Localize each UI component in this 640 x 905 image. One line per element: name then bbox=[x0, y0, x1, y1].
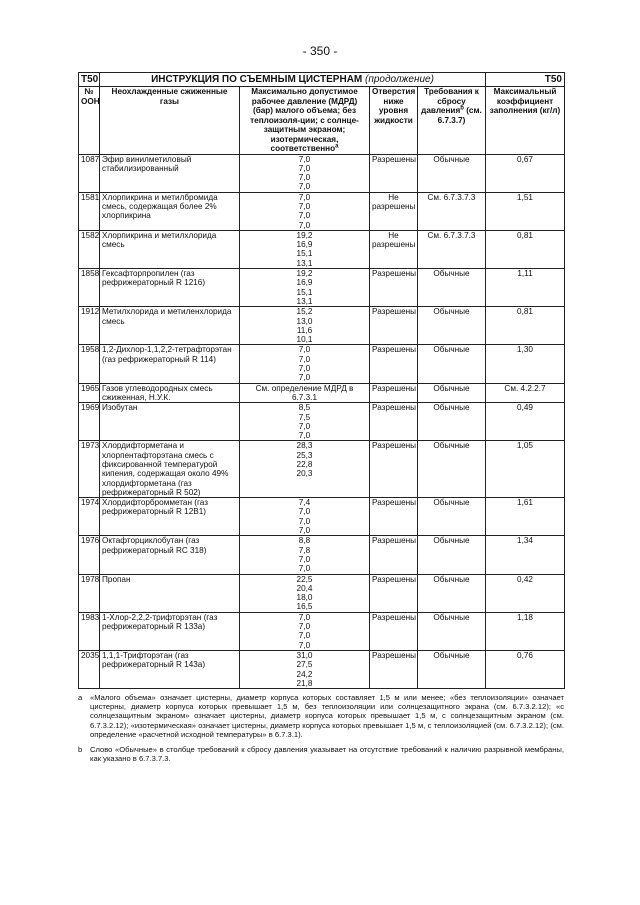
filling-ratio-cell: 0,81 bbox=[486, 307, 565, 345]
mawp-value: 15,1 bbox=[296, 287, 313, 297]
header-mawp-text: Максимально допустимое рабочее давление (МДРД) (бар) малого объема; без теплоизоля-ции; с солнце-защитным экраном; изотермическая, соответственно bbox=[250, 87, 359, 153]
mawp-value: 7,0 bbox=[298, 163, 311, 173]
mawp-value: 25,3 bbox=[296, 450, 313, 460]
openings-cell: Не разрешены bbox=[370, 230, 418, 268]
openings-cell: Разрешены bbox=[370, 441, 418, 498]
gas-name-cell: 1,1,1-Трифторэтан (газ рефрижераторный R 143a) bbox=[100, 650, 240, 688]
gas-name-cell: Эфир винилметиловый стабилизированный bbox=[100, 154, 240, 192]
pressure-relief-cell: Обычные bbox=[418, 574, 486, 612]
filling-ratio-cell: 0,67 bbox=[486, 154, 565, 192]
mawp-value: 31,0 bbox=[296, 650, 313, 660]
un-number-cell: 1969 bbox=[79, 403, 100, 441]
pressure-relief-cell: Обычные bbox=[418, 307, 486, 345]
mawp-value: 7,5 bbox=[298, 412, 311, 422]
gas-name-cell: Октафторциклобутан (газ рефрижераторный RC 318) bbox=[100, 536, 240, 574]
mawp-value: 7,0 bbox=[298, 640, 311, 650]
un-number-cell: 1974 bbox=[79, 498, 100, 536]
openings-cell: Разрешены bbox=[370, 154, 418, 192]
gas-name-cell: Метилхлорида и метиленхлорида смесь bbox=[100, 307, 240, 345]
mawp-value: 27,5 bbox=[296, 660, 313, 670]
table-row bbox=[79, 269, 565, 307]
mawp-value: 8,5 bbox=[298, 403, 311, 413]
table-title-text: ИНСТРУКЦИЯ ПО СЪЕМНЫМ ЦИСТЕРНАМ bbox=[151, 74, 363, 85]
filling-ratio-cell: 0,76 bbox=[486, 650, 565, 688]
mawp-cell bbox=[240, 345, 370, 383]
gas-name-cell: 1-Хлор-2,2,2-трифторэтан (газ рефрижераторный R 133a) bbox=[100, 612, 240, 650]
mawp-value: 7,4 bbox=[298, 498, 311, 508]
mawp-value: 20,3 bbox=[296, 469, 313, 479]
un-number-cell: 1581 bbox=[79, 192, 100, 230]
mawp-value: 7,0 bbox=[298, 201, 311, 211]
filling-ratio-cell: 1,34 bbox=[486, 536, 565, 574]
mawp-value: 7,0 bbox=[298, 173, 311, 183]
gas-name-cell: Хлордифторметана и хлорпентафторэтана смесь с фиксированной температурой кипения, содержащая около 49% хлордифторметана (газ рефрижераторный R 502) bbox=[100, 441, 240, 498]
mawp-value: 7,0 bbox=[298, 364, 311, 374]
table-row bbox=[79, 536, 565, 574]
un-number-cell: 1983 bbox=[79, 612, 100, 650]
header-pressure-relief bbox=[418, 87, 486, 155]
mawp-value: 16,9 bbox=[296, 240, 313, 250]
mawp-value: 21,8 bbox=[296, 678, 313, 688]
pressure-relief-cell: Обычные bbox=[418, 383, 486, 403]
pressure-relief-cell: См. 6.7.3.7.3 bbox=[418, 230, 486, 268]
pressure-relief-cell: См. 6.7.3.7.3 bbox=[418, 192, 486, 230]
filling-ratio-cell: 1,11 bbox=[486, 269, 565, 307]
mawp-value: 7,0 bbox=[298, 554, 311, 564]
table-row bbox=[79, 192, 565, 230]
table-row bbox=[79, 230, 565, 268]
filling-ratio-cell: См. 4.2.2.7 bbox=[486, 383, 565, 403]
mawp-value: 7,0 bbox=[298, 507, 311, 517]
mawp-value: 20,4 bbox=[296, 583, 313, 593]
gas-name-cell: Газов углеводородных смесь сжиженная, Н.У.К. bbox=[100, 383, 240, 403]
un-number-cell: 1976 bbox=[79, 536, 100, 574]
pressure-relief-cell: Обычные bbox=[418, 536, 486, 574]
un-number-cell: 1858 bbox=[79, 269, 100, 307]
filling-ratio-cell: 1,05 bbox=[486, 441, 565, 498]
mawp-value: 22,5 bbox=[296, 574, 313, 584]
un-number-cell: 1958 bbox=[79, 345, 100, 383]
title-right-code: T50 bbox=[486, 73, 565, 87]
table-header-row bbox=[79, 87, 565, 155]
un-number-cell: 1087 bbox=[79, 154, 100, 192]
mawp-value: 28,3 bbox=[296, 441, 313, 451]
mawp-value: 8,8 bbox=[298, 536, 311, 546]
table-row bbox=[79, 498, 565, 536]
filling-ratio-cell: 1,18 bbox=[486, 612, 565, 650]
footnotes bbox=[78, 693, 564, 769]
gas-name-cell: Хлорпикрина и метилбромида смесь, содержащая более 2% хлорпикрина bbox=[100, 192, 240, 230]
openings-cell: Разрешены bbox=[370, 574, 418, 612]
mawp-value: 7,0 bbox=[298, 373, 311, 383]
mawp-value: 13,1 bbox=[296, 296, 313, 306]
openings-cell: Разрешены bbox=[370, 650, 418, 688]
mawp-value: 7,0 bbox=[298, 421, 311, 431]
pressure-relief-cell: Обычные bbox=[418, 269, 486, 307]
mawp-value: 7,0 bbox=[298, 345, 311, 355]
mawp-cell bbox=[240, 154, 370, 192]
table-row bbox=[79, 307, 565, 345]
openings-cell: Разрешены bbox=[370, 498, 418, 536]
mawp-value: 7,0 bbox=[298, 354, 311, 364]
un-number-cell: 1965 bbox=[79, 383, 100, 403]
openings-cell: Разрешены bbox=[370, 383, 418, 403]
mawp-value: 7,0 bbox=[298, 211, 311, 221]
filling-ratio-cell: 0,81 bbox=[486, 230, 565, 268]
mawp-value: 13,0 bbox=[296, 316, 313, 326]
mawp-cell bbox=[240, 441, 370, 498]
filling-ratio-cell: 0,42 bbox=[486, 574, 565, 612]
mawp-cell bbox=[240, 230, 370, 268]
table-row bbox=[79, 612, 565, 650]
footnote-b-text: Слово «Обычные» в столбце требований к сбросу давления указывает на отсутствие требований к наличию разрывной мембраны, как указано в 6.7.3.7.3. bbox=[90, 745, 564, 764]
mawp-value: 7,0 bbox=[298, 220, 311, 230]
mawp-cell bbox=[240, 574, 370, 612]
mawp-value: 16,5 bbox=[296, 602, 313, 612]
table-row bbox=[79, 154, 565, 192]
openings-cell: Разрешены bbox=[370, 345, 418, 383]
mawp-value: 10,1 bbox=[296, 335, 313, 345]
table-title bbox=[100, 73, 486, 87]
mawp-value: 7,0 bbox=[298, 622, 311, 632]
mawp-value: 7,0 bbox=[298, 612, 311, 622]
un-number-cell: 2035 bbox=[79, 650, 100, 688]
footnote-a bbox=[78, 693, 564, 739]
header-mawp-footnote-mark: а bbox=[335, 143, 339, 150]
gas-name-cell: Пропан bbox=[100, 574, 240, 612]
mawp-value: 7,0 bbox=[298, 631, 311, 641]
mawp-cell bbox=[240, 192, 370, 230]
table-row bbox=[79, 383, 565, 403]
page-number: - 350 - bbox=[302, 44, 338, 58]
openings-cell: Разрешены bbox=[370, 403, 418, 441]
mawp-value: 22,8 bbox=[296, 460, 313, 469]
header-un-number: № ООН bbox=[79, 87, 100, 155]
mawp-cell bbox=[240, 269, 370, 307]
mawp-value: 7,0 bbox=[298, 431, 311, 441]
pressure-relief-cell: Обычные bbox=[418, 441, 486, 498]
mawp-value: 19,2 bbox=[296, 230, 313, 240]
mawp-value: 7,0 bbox=[298, 516, 311, 526]
table-row bbox=[79, 403, 565, 441]
gas-name-cell: Изобутан bbox=[100, 403, 240, 441]
table-row bbox=[79, 441, 565, 498]
header-pressure-relief-ref: (см. 6.7.3.7) bbox=[437, 106, 482, 125]
openings-cell: Не разрешены bbox=[370, 192, 418, 230]
un-number-cell: 1582 bbox=[79, 230, 100, 268]
un-number-cell: 1912 bbox=[79, 307, 100, 345]
un-number-cell: 1973 bbox=[79, 441, 100, 498]
table-row bbox=[79, 574, 565, 612]
mawp-value: 24,2 bbox=[296, 669, 313, 679]
header-gas-name: Неохлажденные сжиженные газы bbox=[100, 87, 240, 155]
mawp-cell bbox=[240, 612, 370, 650]
pressure-relief-cell: Обычные bbox=[418, 345, 486, 383]
header-openings: Отверстия ниже уровня жидкости bbox=[370, 87, 418, 155]
openings-cell: Разрешены bbox=[370, 269, 418, 307]
filling-ratio-cell: 0,49 bbox=[486, 403, 565, 441]
mawp-value: 7,8 bbox=[298, 545, 311, 555]
gas-name-cell: Хлордифторбромметан (газ рефрижераторный R 12B1) bbox=[100, 498, 240, 536]
mawp-cell bbox=[240, 307, 370, 345]
footnote-b bbox=[78, 745, 564, 763]
footnote-a-mark: а bbox=[78, 693, 83, 702]
mawp-value: 13,1 bbox=[296, 258, 313, 268]
mawp-value: 19,2 bbox=[296, 269, 313, 279]
pressure-relief-cell: Обычные bbox=[418, 650, 486, 688]
mawp-cell bbox=[240, 403, 370, 441]
filling-ratio-cell: 1,61 bbox=[486, 498, 565, 536]
mawp-value: 16,9 bbox=[296, 278, 313, 288]
table-title-row bbox=[79, 73, 565, 87]
pressure-relief-cell: Обычные bbox=[418, 403, 486, 441]
openings-cell: Разрешены bbox=[370, 536, 418, 574]
mawp-value: 11,6 bbox=[296, 325, 313, 335]
pressure-relief-cell: Обычные bbox=[418, 498, 486, 536]
mawp-cell bbox=[240, 498, 370, 536]
table-row bbox=[79, 650, 565, 688]
table-row bbox=[79, 345, 565, 383]
header-pressure-relief-footnote-mark: b bbox=[460, 105, 464, 112]
mawp-value: См. определение МДРД в 6.7.3.1 bbox=[255, 383, 354, 402]
un-number-cell: 1978 bbox=[79, 574, 100, 612]
mawp-value: 7,0 bbox=[298, 182, 311, 192]
footnote-b-mark: b bbox=[78, 745, 83, 755]
table-title-continued: (продолжение) bbox=[365, 74, 434, 85]
gas-name-cell: 1,2-Дихлор-1,1,2,2-тетрафторэтан (газ рефрижераторный R 114) bbox=[100, 345, 240, 383]
mawp-cell bbox=[240, 650, 370, 688]
filling-ratio-cell: 1,51 bbox=[486, 192, 565, 230]
gas-name-cell: Гексафторпропилен (газ рефрижераторный R 1216) bbox=[100, 269, 240, 307]
portable-tank-instruction-table bbox=[78, 72, 565, 689]
pressure-relief-cell: Обычные bbox=[418, 612, 486, 650]
mawp-value: 18,0 bbox=[296, 593, 313, 603]
title-left-code: T50 bbox=[79, 73, 100, 87]
header-pressure-relief-text: Требования к сбросу давления bbox=[421, 87, 479, 115]
mawp-cell bbox=[240, 536, 370, 574]
pressure-relief-cell: Обычные bbox=[418, 154, 486, 192]
mawp-value: 7,0 bbox=[298, 564, 311, 574]
openings-cell: Разрешены bbox=[370, 612, 418, 650]
footnote-a-text: «Малого объема» означает цистерны, диаметр корпуса которых составляет 1,5 м или менее; «без теплоизоляции» означает цистерны, диаметр корпуса которых превышает 1,5 м, без теплоизоляции или солнцезащитного экрана (см. 6.7.3.2.12); «с солнцезащитным экраном» означает цистерны, диаметр корпуса которых превышает 1,5 м, с солнцезащитным экраном (см. 6.7.3.2.12); «изотермическая» означает цистерны, диаметр корпуса которых превышает 1,5 м, с теплоизоляцией (см. 6.7.3.2.12); (см. определение «расчетной исходной температуры» в 6.7.3.1). bbox=[90, 693, 564, 739]
filling-ratio-cell: 1,30 bbox=[486, 345, 565, 383]
openings-cell: Разрешены bbox=[370, 307, 418, 345]
header-mawp bbox=[240, 87, 370, 155]
mawp-value: 15,1 bbox=[296, 249, 313, 259]
header-filling-ratio: Максимальный коэффициент заполнения (кг/л) bbox=[486, 87, 565, 155]
mawp-value: 7,0 bbox=[298, 192, 311, 202]
mawp-cell bbox=[240, 383, 370, 403]
mawp-value: 7,0 bbox=[298, 154, 311, 164]
table-body bbox=[79, 154, 565, 689]
gas-name-cell: Хлорпикрина и метилхлорида смесь bbox=[100, 230, 240, 268]
mawp-value: 15,2 bbox=[296, 307, 313, 317]
mawp-value: 7,0 bbox=[298, 526, 311, 536]
